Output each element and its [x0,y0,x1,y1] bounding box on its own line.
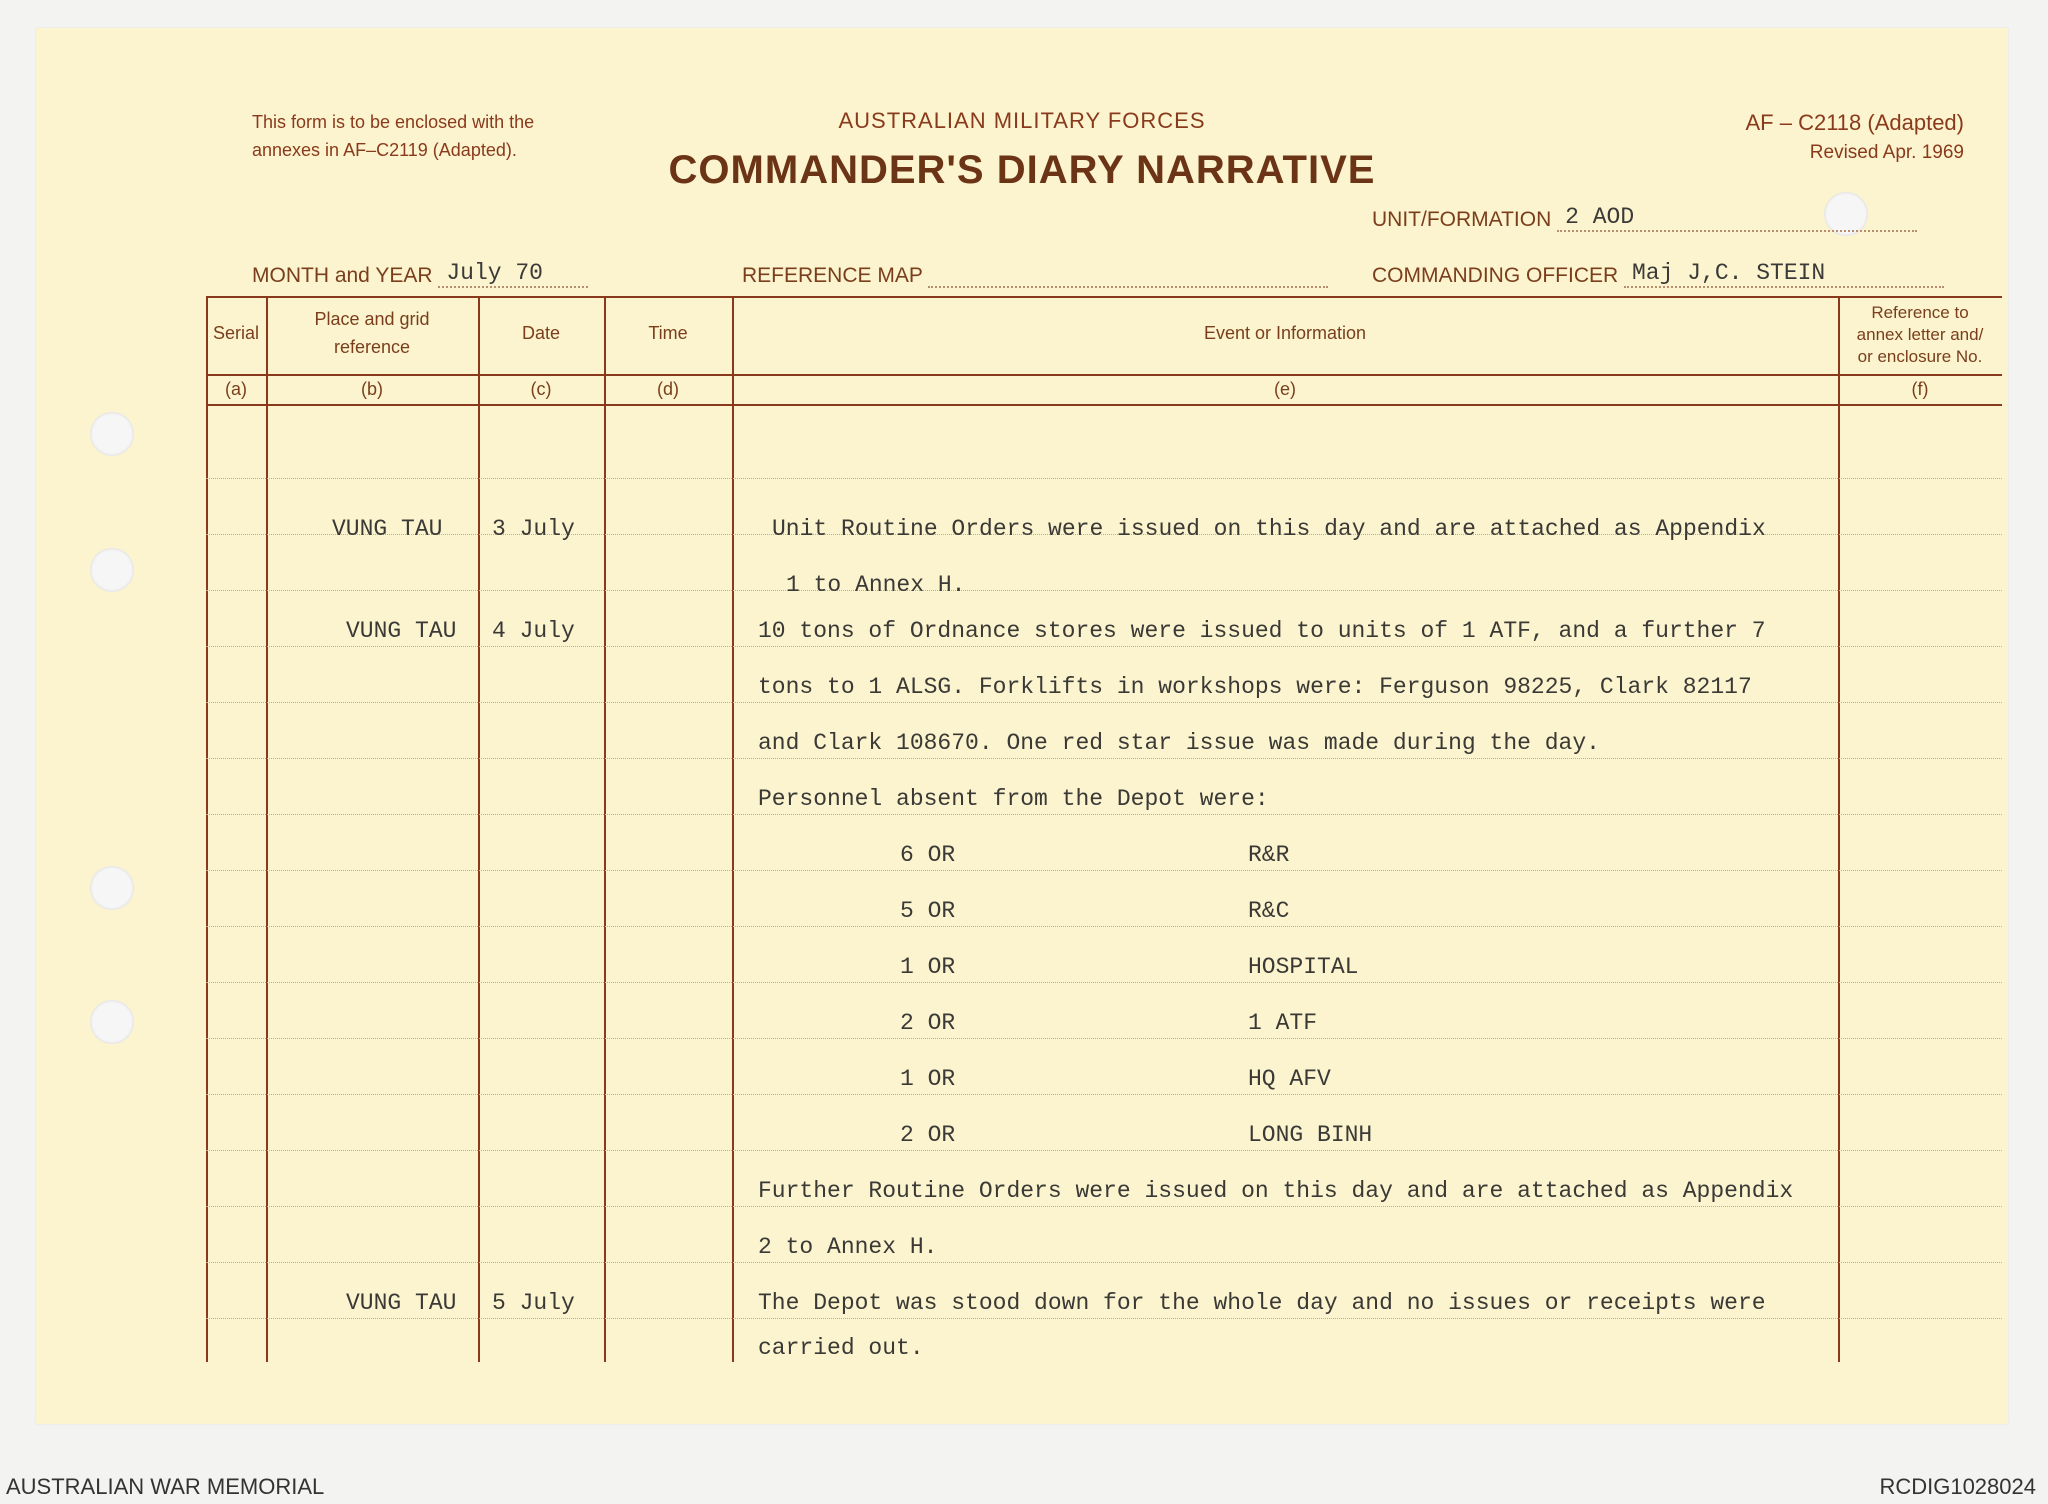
col-header-place [266,308,478,358]
entry-line: carried out. [758,1335,924,1361]
notice-line: This form is to be enclosed with the [252,112,535,132]
column-rule [206,298,208,1362]
unit-formation-field [1372,204,1917,232]
entry-line: Further Routine Orders were issued on this day and are attached as Appendix [758,1178,1794,1204]
ruled-line [206,870,2002,871]
ruled-line [206,1318,2002,1319]
absence-location: R&R [1248,842,1290,868]
col-header-serial: Serial [212,323,260,343]
col-header-date: Date [521,323,561,343]
absence-count: 1 OR [900,1066,956,1092]
col-header-time: Time [648,323,688,343]
column-rule [266,298,268,1362]
form-revision: Revised Apr. 1969 [1809,142,1964,163]
ruled-line [206,702,2002,703]
entry-date: 4 July [492,618,575,644]
entry-date: 5 July [492,1290,575,1316]
absence-count: 1 OR [900,954,956,980]
col-letter: (a) [225,379,247,399]
column-rule [1838,298,1840,1362]
entry-line: and Clark 108670. One red star issue was made during the day. [758,730,1600,756]
punch-hole [90,548,134,592]
col-letter: (e) [1274,379,1296,399]
entry-place: VUNG TAU [346,618,457,644]
col-letter: (d) [657,379,679,399]
absence-location: R&C [1248,898,1290,924]
form-sheet [36,28,2008,1424]
entry-line: The Depot was stood down for the whole day and no issues or receipts were [758,1290,1766,1316]
co-label: COMMANDING OFFICER [1372,264,1619,287]
column-rule [604,298,606,1362]
archive-credit: AUSTRALIAN WAR MEMORIAL [6,1474,325,1499]
co-value: Maj J,C. STEIN [1632,260,1826,286]
ruled-line [206,1094,2002,1095]
header-divider [206,404,2002,406]
punch-hole [90,1000,134,1044]
header-divider [206,374,2002,376]
header-line: Place and grid [314,309,430,329]
ruled-line [206,926,2002,927]
ruled-line [206,814,2002,815]
unit-value: 2 AOD [1565,204,1635,230]
form-title: COMMANDER'S DIARY NARRATIVE [668,148,1376,192]
col-letter: (c) [530,379,552,399]
header-line: reference [333,337,411,357]
diary-table [206,296,2002,1362]
entry-line: 2 to Annex H. [758,1234,938,1260]
col-header-reference [1838,302,2002,368]
ruled-line [206,982,2002,983]
month-value: July 70 [446,260,543,286]
map-label: REFERENCE MAP [742,264,923,287]
form-number: AF – C2118 (Adapted) [1745,110,1964,135]
archive-id: RCDIG1028024 [1879,1474,2036,1499]
ruled-line [206,1150,2002,1151]
col-letter: (b) [361,379,383,399]
absence-location: 1 ATF [1248,1010,1318,1036]
entry-line: tons to 1 ALSG. Forklifts in workshops were: Ferguson 98225, Clark 82117 [758,674,1752,700]
absence-count: 5 OR [900,898,956,924]
absence-location: LONG BINH [1248,1122,1373,1148]
absence-count: 2 OR [900,1122,956,1148]
punch-hole [90,412,134,456]
entry-line: Unit Routine Orders were issued on this day and are attached as Appendix [772,516,1766,542]
absence-location: HQ AFV [1248,1066,1331,1092]
commanding-officer-field [1372,260,1944,288]
ruled-line [206,758,2002,759]
column-rule [478,298,480,1362]
header-line: Reference to [1871,303,1969,322]
unit-label: UNIT/FORMATION [1372,208,1552,231]
column-rule [732,298,734,1362]
ruled-line [206,1038,2002,1039]
header-line: or enclosure No. [1857,347,1983,366]
notice-line: annexes in AF–C2119 (Adapted). [252,140,517,160]
ruled-line [206,590,2002,591]
agency-name: AUSTRALIAN MILITARY FORCES [838,108,1206,133]
punch-hole [90,866,134,910]
entry-line: 1 to Annex H. [786,572,966,598]
ruled-line [206,1206,2002,1207]
month-year-field [252,260,588,288]
entry-line: 10 tons of Ordnance stores were issued to units of 1 ATF, and a further 7 [758,618,1766,644]
form-number-block [1746,108,1965,168]
entry-place: VUNG TAU [346,1290,457,1316]
ruled-line [206,1262,2002,1263]
absence-count: 6 OR [900,842,956,868]
entry-line: Personnel absent from the Depot were: [758,786,1269,812]
entry-date: 3 July [492,516,575,542]
ruled-line [206,478,2002,479]
col-header-event: Event or Information [1203,323,1367,343]
reference-map-field [742,264,1328,288]
month-label: MONTH and YEAR [252,264,433,287]
entry-place: VUNG TAU [332,516,443,542]
col-letter: (f) [1911,379,1929,399]
header-line: annex letter and/ [1856,325,1984,344]
absence-location: HOSPITAL [1248,954,1359,980]
absence-count: 2 OR [900,1010,956,1036]
ruled-line [206,646,2002,647]
